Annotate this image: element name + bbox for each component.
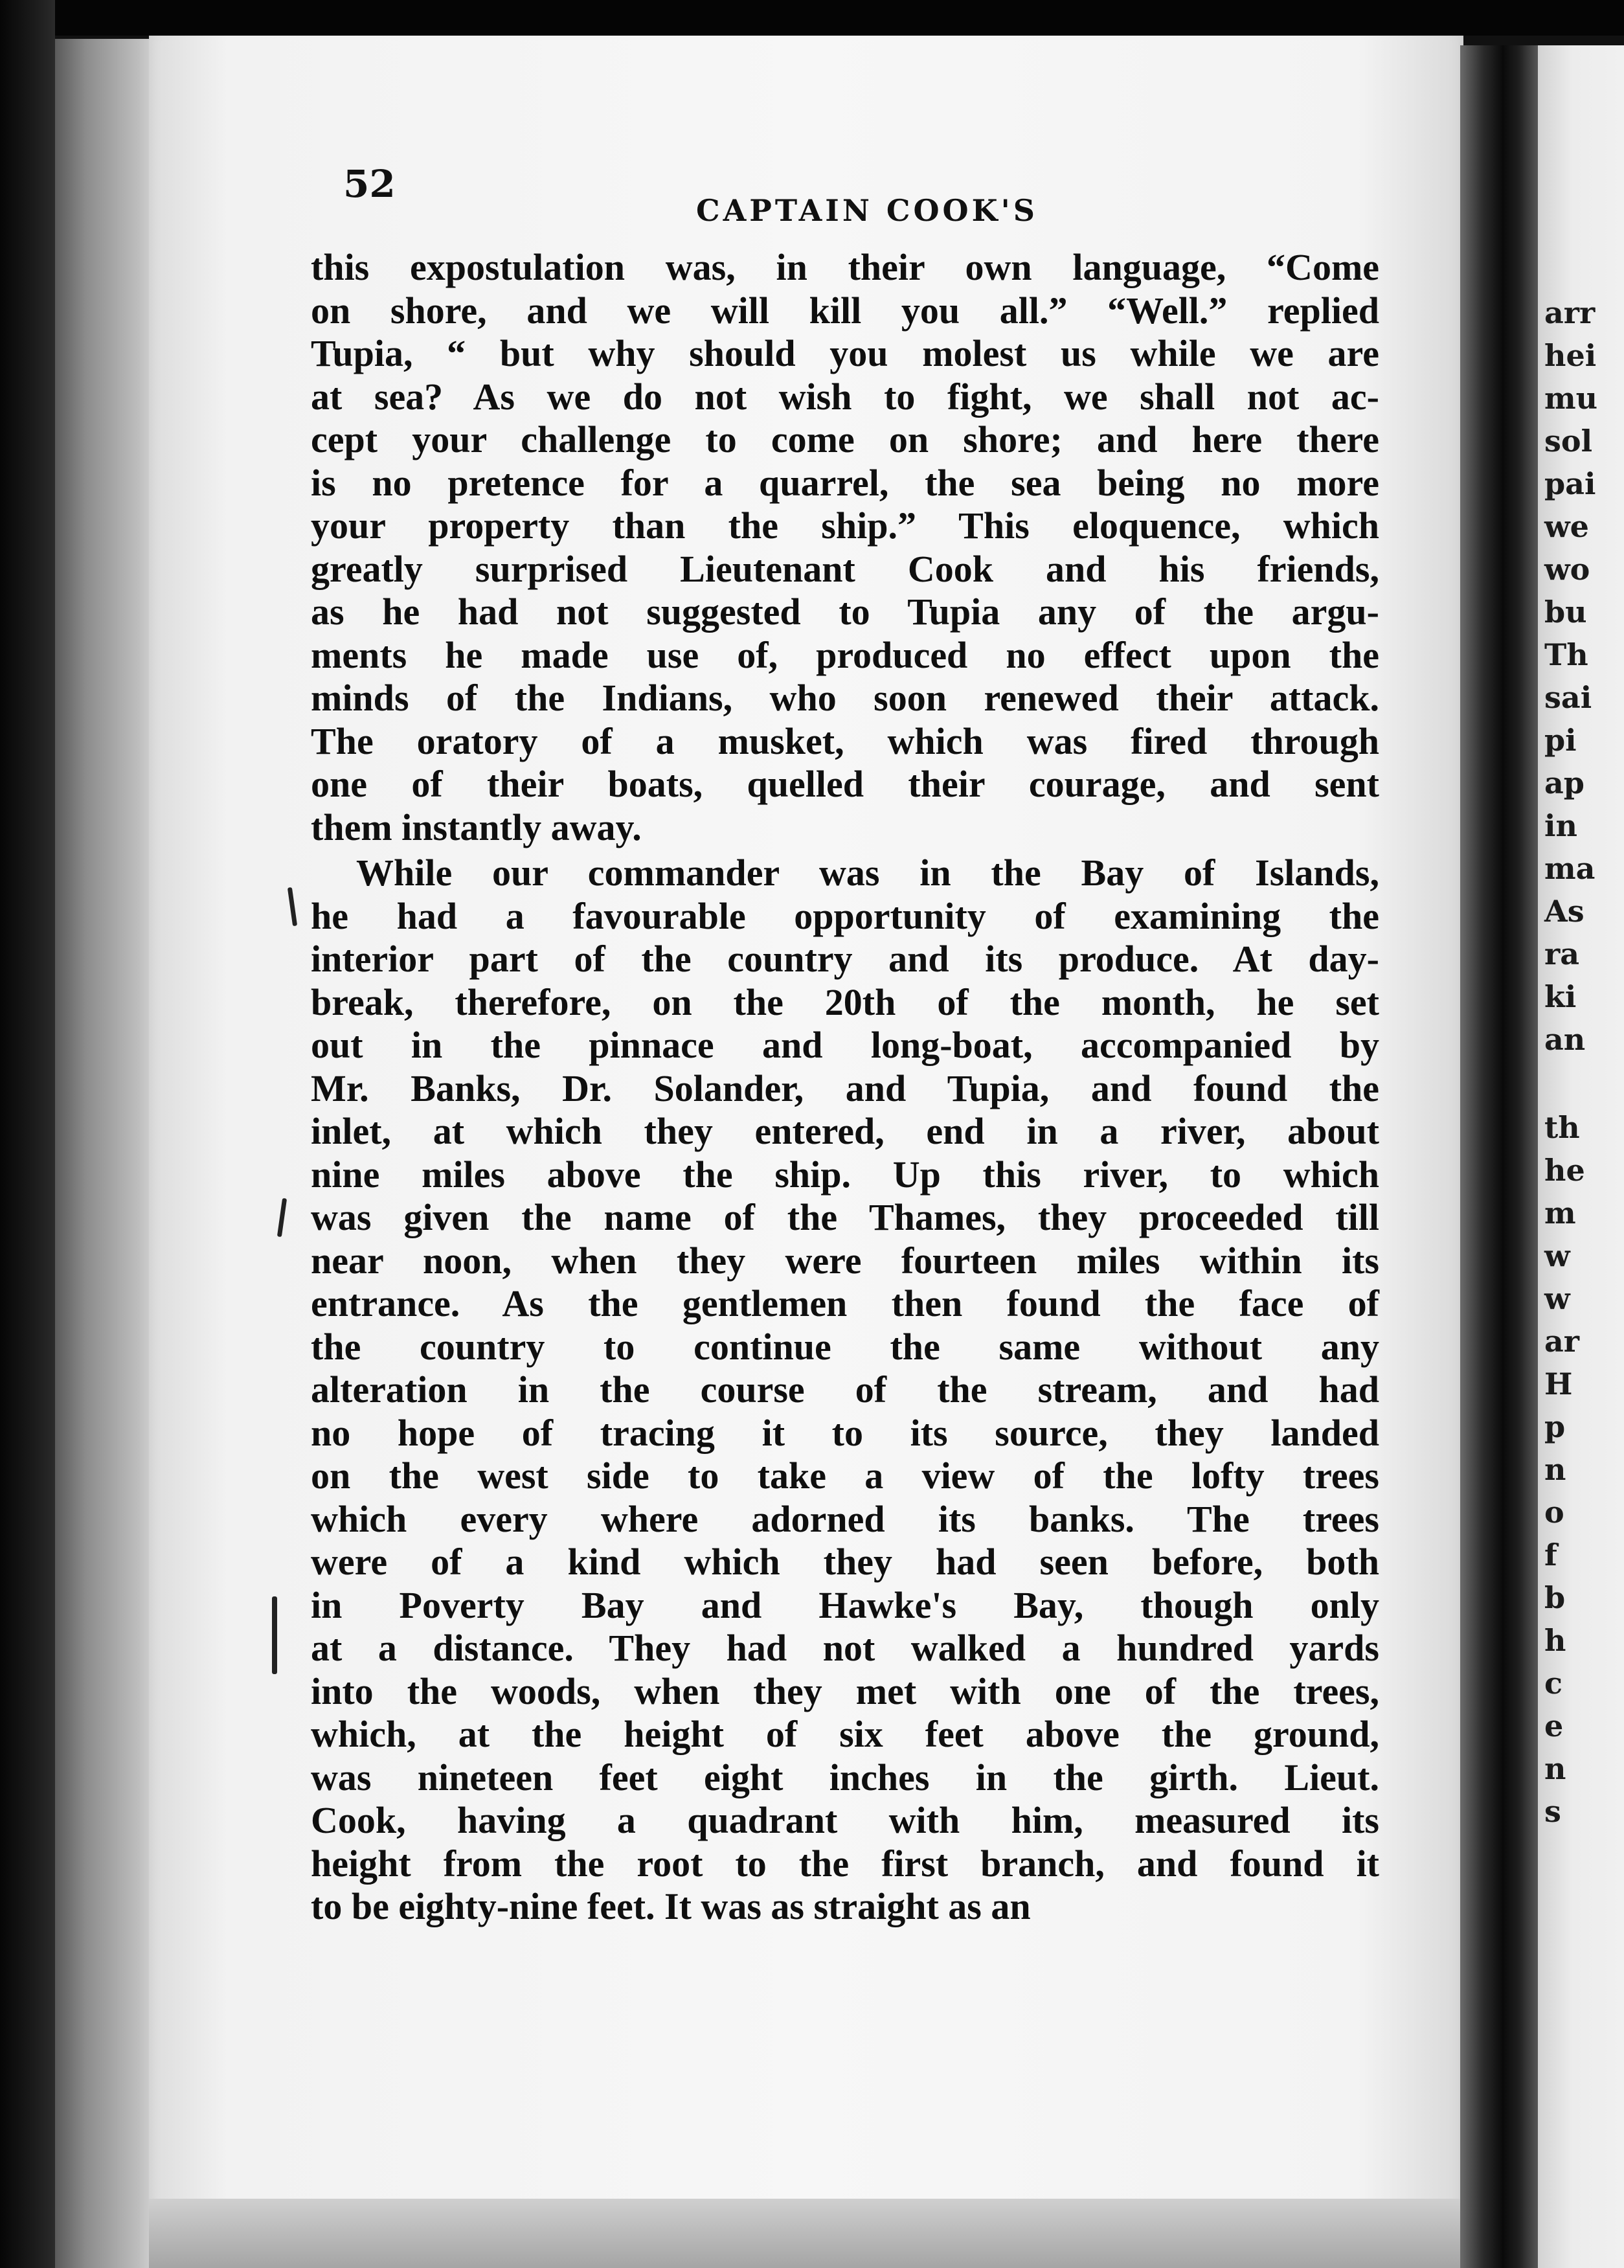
text-line: near noon, when they were fourteen miles within its xyxy=(311,1239,1379,1282)
facing-page-fragment: w xyxy=(1544,1281,1570,1316)
text-line: one of their boats, quelled their courage, and sent xyxy=(311,763,1379,805)
scanner-left-border xyxy=(0,0,55,2268)
text-line: height from the root to the first branch, and found it xyxy=(311,1842,1379,1885)
facing-page-fragment: ar xyxy=(1544,1324,1580,1359)
book-left-edge xyxy=(55,39,159,2268)
text-line: he had a favourable opportunity of examining the xyxy=(311,894,1379,937)
facing-page-fragment: we xyxy=(1544,509,1589,544)
text-line: was nineteen feet eight inches in the girth. Lieut. xyxy=(311,1756,1379,1798)
facing-page-edge xyxy=(1538,45,1624,2268)
text-line: break, therefore, on the 20th of the month, he set xyxy=(311,981,1379,1023)
text-line: no hope of tracing it to its source, they landed xyxy=(311,1411,1379,1454)
running-head: CAPTAIN COOK'S xyxy=(696,193,1038,228)
facing-page-fragment: p xyxy=(1544,1409,1566,1444)
text-line: at sea? As we do not wish to fight, we shall not ac- xyxy=(311,375,1379,418)
text-line: as he had not suggested to Tupia any of the argu- xyxy=(311,591,1379,633)
book-gutter xyxy=(1460,45,1538,2268)
facing-page-fragment: b xyxy=(1544,1580,1566,1615)
text-line: which every where adorned its banks. The trees xyxy=(311,1497,1379,1540)
facing-page-fragment: n xyxy=(1544,1751,1566,1786)
body-text xyxy=(311,246,1379,1929)
facing-page-fragment: H xyxy=(1544,1366,1573,1401)
facing-page-fragment: th xyxy=(1544,1110,1580,1145)
text-line: this expostulation was, in their own language, “Come xyxy=(311,246,1379,288)
text-line: which, at the height of six feet above the ground, xyxy=(311,1713,1379,1755)
facing-page-fragment: Th xyxy=(1544,637,1588,672)
text-line: the country to continue the same without any xyxy=(311,1325,1379,1368)
margin-mark xyxy=(272,1596,277,1674)
page-bottom-edge xyxy=(149,2199,1483,2268)
facing-page-fragment: n xyxy=(1544,1452,1566,1487)
text-line: is no pretence for a quarrel, the sea being no more xyxy=(311,461,1379,504)
facing-page-fragment: sai xyxy=(1544,680,1592,715)
facing-page-fragment: As xyxy=(1544,894,1585,929)
facing-page-fragment: c xyxy=(1544,1666,1563,1701)
facing-page-fragment: mu xyxy=(1544,381,1598,416)
text-line: at a distance. They had not walked a hundred yards xyxy=(311,1627,1379,1669)
text-line: out in the pinnace and long-boat, accompanied by xyxy=(311,1024,1379,1066)
page-header xyxy=(343,162,1444,228)
facing-page-fragment: ra xyxy=(1544,936,1580,971)
facing-page-fragment: pi xyxy=(1544,723,1577,758)
facing-page-fragment: ma xyxy=(1544,851,1596,886)
scanner-top-border xyxy=(0,0,1624,36)
facing-page-fragment: f xyxy=(1544,1537,1557,1572)
facing-page-fragment: bu xyxy=(1544,595,1587,629)
text-line: nine miles above the ship. Up this river, to which xyxy=(311,1153,1379,1196)
text-line: ments he made use of, produced no effect upon the xyxy=(311,633,1379,676)
facing-page-fragment: arr xyxy=(1544,295,1596,330)
facing-page-fragment: sol xyxy=(1544,424,1593,459)
facing-page-fragment: s xyxy=(1544,1794,1561,1829)
facing-page-fragment: h xyxy=(1544,1623,1566,1658)
text-line: The oratory of a musket, which was fired through xyxy=(311,720,1379,762)
facing-page-fragment: o xyxy=(1544,1495,1564,1530)
text-line: them instantly away. xyxy=(311,806,642,848)
text-line: Mr. Banks, Dr. Solander, and Tupia, and found the xyxy=(311,1067,1379,1109)
facing-page-fragment: wo xyxy=(1544,552,1590,587)
facing-page-fragment: m xyxy=(1544,1196,1576,1230)
text-line: on shore, and we will kill you all.” “Well.” replied xyxy=(311,289,1379,332)
facing-page-fragment: pai xyxy=(1544,466,1596,501)
text-line: greatly surprised Lieutenant Cook and his friends, xyxy=(311,547,1379,590)
facing-page-fragment: w xyxy=(1544,1238,1570,1273)
text-line: Cook, having a quadrant with him, measured its xyxy=(311,1799,1379,1841)
text-line: to be eighty-nine feet. It was as straight as an xyxy=(311,1885,1031,1927)
text-line: inlet, at which they entered, end in a river, about xyxy=(311,1110,1379,1152)
text-line: minds of the Indians, who soon renewed their attack. xyxy=(311,677,1379,719)
text-line: cept your challenge to come on shore; and here there xyxy=(311,418,1379,460)
text-line: were of a kind which they had seen before, both xyxy=(311,1541,1379,1583)
facing-page-fragment: in xyxy=(1544,808,1577,843)
text-line: Tupia, “ but why should you molest us while we are xyxy=(311,332,1379,374)
text-line: into the woods, when they met with one of the trees, xyxy=(311,1670,1379,1712)
text-line: on the west side to take a view of the lofty trees xyxy=(311,1455,1379,1497)
facing-page-fragment: an xyxy=(1544,1022,1586,1057)
facing-page-fragment: he xyxy=(1544,1153,1585,1188)
page-number: 52 xyxy=(343,162,396,206)
text-line: in Poverty Bay and Hawke's Bay, though only xyxy=(311,1583,1379,1626)
text-line: was given the name of the Thames, they proceeded till xyxy=(311,1196,1379,1238)
facing-page-fragment: e xyxy=(1544,1708,1564,1743)
facing-page-fragment: ap xyxy=(1544,765,1585,800)
text-line: your property than the ship.” This eloquence, which xyxy=(311,505,1379,547)
text-line: interior part of the country and its produce. At day- xyxy=(311,938,1379,980)
text-line: entrance. As the gentlemen then found the face of xyxy=(311,1282,1379,1324)
facing-page-fragment: hei xyxy=(1544,338,1597,373)
text-line: While our commander was in the Bay of Islands, xyxy=(356,852,1379,894)
text-line: alteration in the course of the stream, and had xyxy=(311,1368,1379,1411)
facing-page-fragment: ki xyxy=(1544,979,1577,1014)
